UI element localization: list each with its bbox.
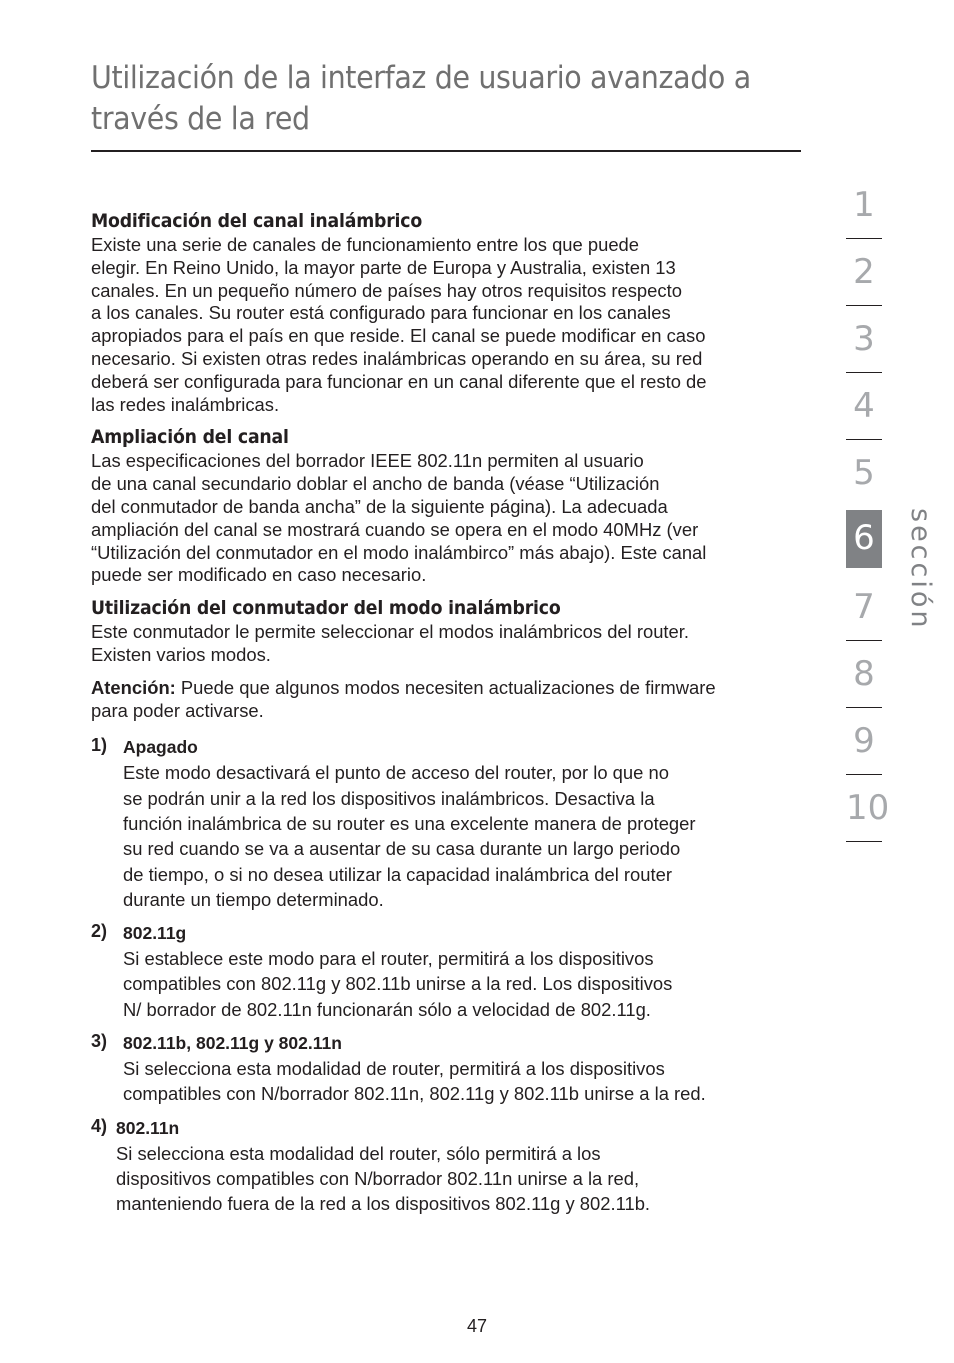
text-line: de una canal secundario doblar el ancho de banda (véase “Utilización (91, 473, 660, 495)
text-line: compatibles con N/borrador 802.11n, 802.11g y 802.11b unirse a la red. (123, 1083, 706, 1105)
section-number-4: 4 (853, 386, 875, 426)
section-heading: Utilización del conmutador del modo inalámbrico (91, 598, 561, 620)
attention-note (91, 677, 831, 723)
list-item-text (123, 946, 831, 1022)
text-line: su red cuando se va a ausentar de su casa durante un largo periodo (123, 838, 681, 860)
text-line: elegir. En Reino Unido, la mayor parte de Europa y Australia, existen 13 (91, 256, 676, 278)
section-wireless-mode (91, 597, 831, 667)
section-label: sección (905, 508, 936, 631)
section-paragraph (91, 234, 831, 416)
section-number-10: 10 (846, 788, 890, 828)
text-line: Existe una serie de canales de funcionamiento entre los que puede (91, 234, 640, 255)
list-item-title: 802.11b, 802.11g y 802.11n (123, 1033, 342, 1054)
section-divider (846, 238, 882, 239)
section-divider (846, 707, 882, 708)
list-item (91, 734, 831, 912)
section-number-1: 1 (853, 185, 875, 225)
text-line: de tiempo, o si no desea utilizar la capacidad inalámbrica del router (123, 863, 672, 885)
section-divider (846, 305, 882, 306)
attention-line: para poder activarse. (91, 699, 264, 721)
text-line: a los canales. Su router está configurado para funcionar en los canales (91, 302, 671, 324)
text-line: “Utilización del conmutador en el modo inalámbirco” más abajo). Este canal (91, 541, 707, 563)
text-line: compatibles con 802.11g y 802.11b unirse a la red. Los dispositivos (123, 973, 673, 995)
text-line: dispositivos compatibles con N/borrador 802.11n unirse a la red, (116, 1167, 640, 1189)
section-number-2: 2 (853, 252, 875, 292)
section-divider (846, 372, 882, 373)
list-item (91, 920, 831, 1022)
section-divider (846, 640, 882, 641)
list-item-title: 802.11g (123, 923, 187, 944)
list-item-number: 3) (91, 1031, 108, 1052)
text-line: durante un tiempo determinado. (123, 888, 384, 910)
text-line: Si selecciona esta modalidad de router, permitirá a los dispositivos (123, 1058, 665, 1080)
title-divider (91, 150, 801, 152)
section-number-9: 9 (853, 721, 875, 761)
list-item-title: 802.11n (116, 1117, 180, 1138)
section-number-3: 3 (853, 319, 875, 359)
text-line: necesario. Si existen otras redes inalámbricas operando en su área, su red (91, 347, 703, 369)
section-channel-extension (91, 426, 831, 587)
text-line: se podrán unir a la red los dispositivos inalámbricos. Desactiva la (123, 787, 655, 809)
text-line: Este modo desactivará el punto de acceso del router, por lo que no (123, 762, 669, 784)
list-item-body (123, 920, 831, 1022)
list-item-body (123, 1030, 831, 1107)
list-item (91, 1030, 831, 1107)
section-divider (846, 774, 882, 775)
list-item-text (116, 1141, 831, 1217)
page-title (91, 58, 753, 140)
text-line: las redes inalámbricas. (91, 393, 280, 415)
text-line: Si selecciona esta modalidad del router, sólo permitirá a los (116, 1142, 601, 1164)
section-number-7: 7 (853, 587, 875, 627)
section-paragraph (91, 450, 831, 587)
text-line: canales. En un pequeño número de países hay otros requisitos respecto (91, 279, 682, 301)
text-line: del conmutador de banda ancha” de la siguiente página). La adecuada (91, 495, 668, 517)
list-item-number: 2) (91, 921, 108, 942)
list-item-body (116, 1115, 831, 1217)
main-content (91, 210, 831, 1225)
section-heading: Ampliación del canal (91, 427, 289, 449)
text-line: ampliación del canal se mostrará cuando se opera en el modo 40MHz (ver (91, 518, 699, 540)
list-item (91, 1115, 831, 1217)
text-line: deberá ser configurada para funcionar en un canal diferente que el resto de (91, 370, 707, 392)
section-number-8: 8 (853, 654, 875, 694)
section-paragraph (91, 621, 831, 667)
list-item-body (123, 734, 831, 912)
page-title-line-2: través de la red (91, 101, 310, 137)
list-item-number: 1) (91, 735, 108, 756)
section-channel (91, 210, 831, 416)
page-number: 47 (466, 1316, 488, 1336)
text-line: puede ser modificado en caso necesario. (91, 564, 427, 586)
section-number-5: 5 (853, 453, 875, 493)
section-heading: Modificación del canal inalámbrico (91, 211, 423, 232)
list-item-text (123, 1056, 831, 1107)
list-item-text (123, 760, 831, 912)
text-line: Las especificaciones del borrador IEEE 802.11n permiten al usuario (91, 450, 644, 472)
text-line: función inalámbrica de su router es una excelente manera de proteger (123, 812, 696, 834)
section-divider (846, 841, 882, 842)
list-item-number: 4) (91, 1115, 108, 1136)
attention-label: Atención: (91, 676, 176, 698)
text-line: Si establece este modo para el router, permitirá a los dispositivos (123, 948, 654, 970)
attention-text: Puede que algunos modos necesiten actualizaciones de firmware (175, 676, 716, 698)
text-line: manteniendo fuera de la red a los dispositivos 802.11g y 802.11b. (116, 1193, 651, 1215)
page-title-line-1: Utilización de la interfaz de usuario avanzado a (91, 60, 751, 96)
text-line: N/ borrador de 802.11n funcionarán sólo a velocidad de 802.11g. (123, 998, 651, 1020)
section-number-6-active: 6 (846, 510, 882, 568)
section-divider (846, 439, 882, 440)
text-line: apropiados para el país en que reside. El canal se puede modificar en caso (91, 325, 706, 347)
text-line: Este conmutador le permite seleccionar el modos inalámbricos del router. (91, 621, 689, 643)
text-line: Existen varios modos. (91, 643, 271, 665)
attention-line (91, 677, 831, 700)
list-item-title: Apagado (123, 737, 198, 758)
